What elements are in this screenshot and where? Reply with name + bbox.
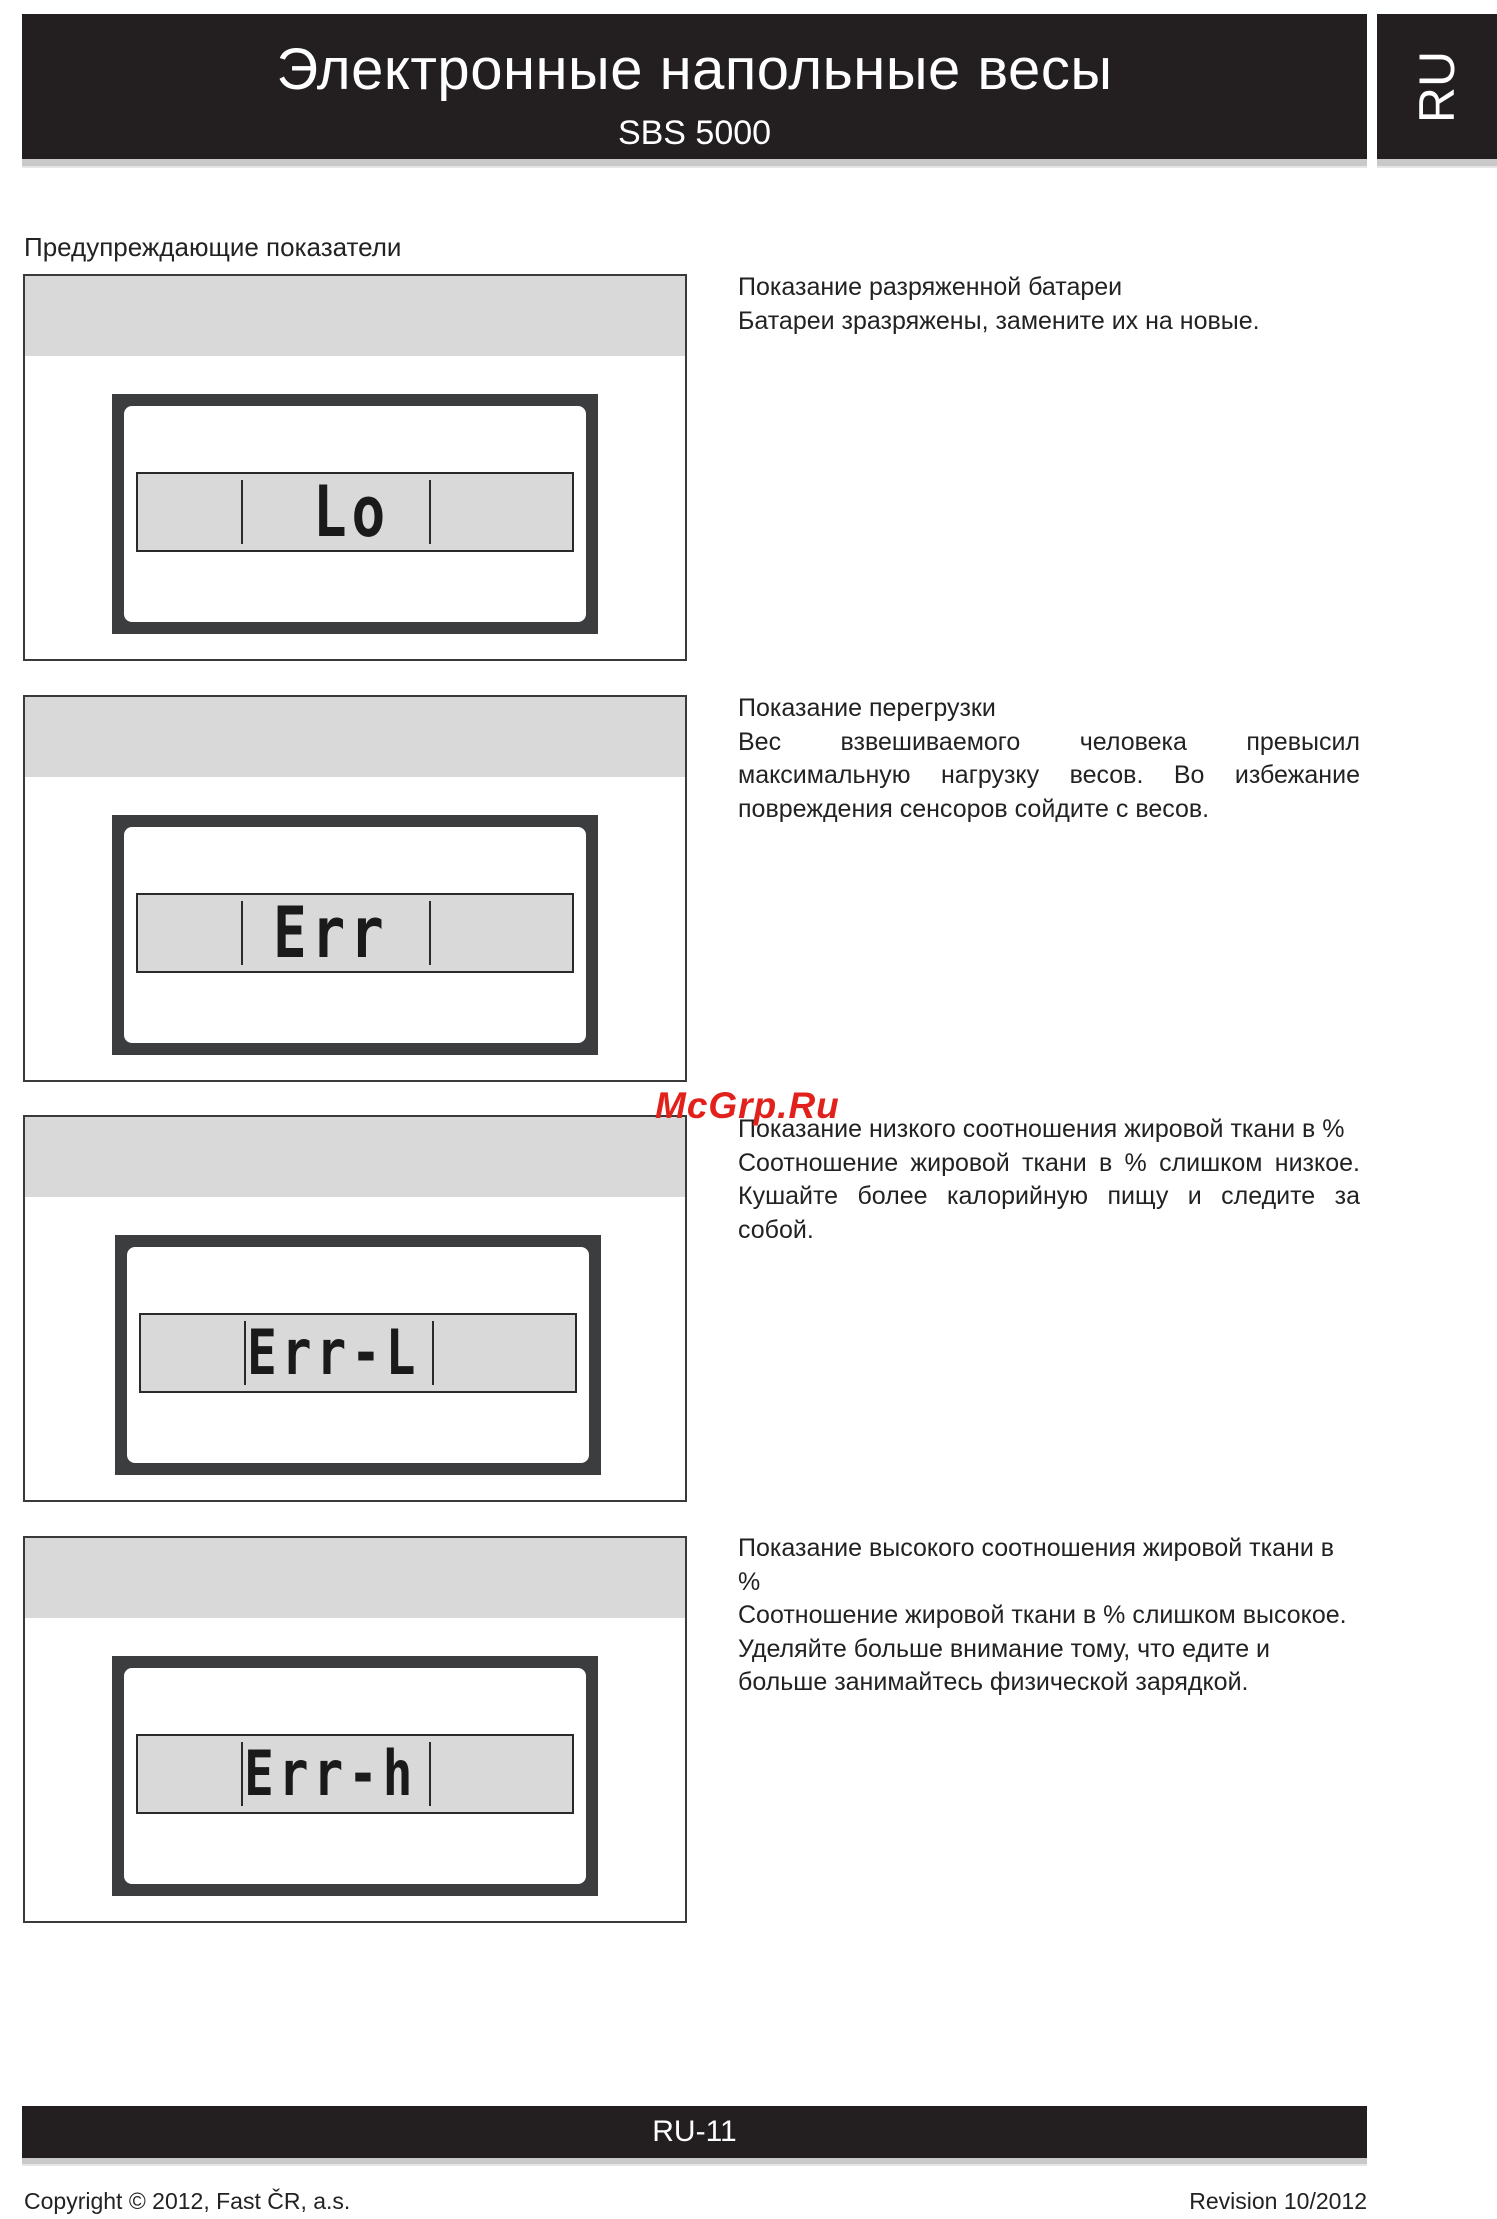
page-title: Электронные напольные весы <box>276 37 1113 102</box>
panel-band <box>25 697 685 777</box>
indicator-panel-overload <box>23 695 687 1082</box>
lcd-separator-left <box>241 1742 243 1806</box>
indicator-heading: Показание разряженной батареи <box>738 273 1123 301</box>
indicator-panel-high-fat <box>23 1536 687 1923</box>
indicator-heading: Показание высокого соотношения жировой ткани в % <box>738 1534 1335 1596</box>
copyright: Copyright © 2012, Fast ČR, a.s. <box>24 2188 351 2214</box>
lcd-separator-right <box>429 1742 431 1806</box>
indicator-panel-low-fat <box>23 1115 687 1502</box>
lcd-screen <box>136 472 574 552</box>
page-subtitle: SBS 5000 <box>617 114 772 152</box>
language-label: RU <box>1409 50 1465 123</box>
section-title: Предупреждающие показатели <box>24 232 402 262</box>
lcd-digits: Err-h <box>244 1737 418 1810</box>
indicator-description-overload <box>738 692 1360 826</box>
indicator-heading: Показание перегрузки <box>738 694 996 722</box>
lcd-digits: Err-L <box>247 1316 421 1389</box>
lcd-bezel <box>127 1247 589 1463</box>
page-footer <box>22 2106 1367 2158</box>
lcd-frame <box>112 1656 598 1896</box>
lcd-separator-left <box>244 1321 246 1385</box>
indicator-description-high-fat <box>738 1532 1358 1700</box>
language-tab <box>1377 14 1497 159</box>
lcd-frame <box>112 394 598 634</box>
indicator-body: Батареи зразряжены, замените их на новые. <box>738 306 1260 335</box>
indicator-body: Соотношение жировой ткани в % слишком высокое. Уделяйте больше внимание тому, что едите и больше занимайтесь физической зарядкой. <box>738 1601 1347 1696</box>
lcd-digits: Err <box>273 892 389 974</box>
lcd-screen <box>136 1734 574 1814</box>
indicator-panel-low-battery <box>23 274 687 661</box>
lcd-screen <box>139 1313 577 1393</box>
panel-band <box>25 1117 685 1197</box>
lcd-screen <box>136 893 574 973</box>
lcd-separator-left <box>241 480 243 544</box>
lcd-separator-left <box>241 901 243 965</box>
indicator-description-low-fat <box>738 1113 1360 1247</box>
panel-band <box>25 1538 685 1618</box>
lcd-digits: Lo <box>313 471 391 553</box>
lcd-separator-right <box>429 901 431 965</box>
indicator-description-low-battery <box>738 271 1360 338</box>
indicator-body: Вес взвешиваемого человека превысил максимальную нагрузку весов. Во избежание повреждения сенсоров сойдите с весов. <box>738 727 1360 823</box>
lcd-bezel <box>124 406 586 622</box>
indicator-heading: Показание низкого соотношения жировой ткани в % <box>738 1115 1345 1143</box>
watermark: McGrp.Ru <box>655 1085 840 1126</box>
page-header <box>22 14 1367 159</box>
panel-band <box>25 276 685 356</box>
lcd-frame <box>112 815 598 1055</box>
page-number: RU-11 <box>652 2115 737 2148</box>
lcd-separator-right <box>432 1321 434 1385</box>
indicator-body: Соотношение жировой ткани в % слишком низкое. Кушайте более калорийную пищу и следите за собой. <box>738 1148 1360 1244</box>
lcd-bezel <box>124 1668 586 1884</box>
revision: Revision 10/2012 <box>1189 2188 1367 2214</box>
lcd-bezel <box>124 827 586 1043</box>
lcd-frame <box>115 1235 601 1475</box>
